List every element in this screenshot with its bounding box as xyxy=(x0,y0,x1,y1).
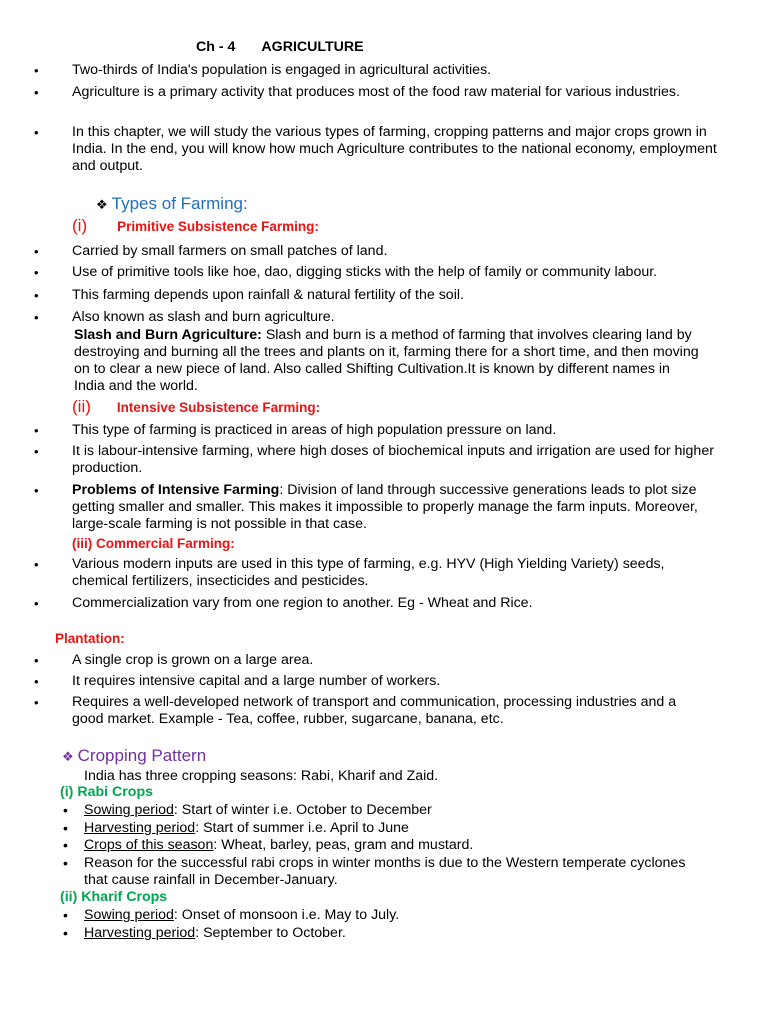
bullet-icon: • xyxy=(63,820,68,836)
list-item: Carried by small farmers on small patches of land. xyxy=(72,243,388,259)
types-heading: ❖ Types of Farming: xyxy=(96,194,248,213)
cropping-intro: India has three cropping seasons: Rabi, Kharif and Zaid. xyxy=(84,768,439,784)
bullet-icon: • xyxy=(34,596,39,611)
problems-paragraph: Problems of Intensive Farming: Division of land through successive generations leads to plot size getting smaller and smaller. This makes it impossible to properly manage the farm inputs. Moreover, large-scale farming is not possible in that case. xyxy=(72,482,698,532)
intensive-heading: (ii) Intensive Subsistence Farming: xyxy=(72,397,321,416)
list-item: Reason for the successful rabi crops in winter months is due to the Western temperate cyclones that cause rainfall in December-January. xyxy=(84,855,686,888)
commercial-heading: (iii) Commercial Farming: xyxy=(72,536,235,551)
bullet-icon: • xyxy=(34,265,39,280)
list-item: A single crop is grown on a large area. xyxy=(72,652,314,668)
bullet-icon: • xyxy=(34,244,39,259)
intro-point: Two-thirds of India's population is engaged in agricultural activities. xyxy=(72,62,492,78)
rabi-heading: (i) Rabi Crops xyxy=(60,784,154,800)
diamond-bullet-icon: ❖ xyxy=(96,197,108,212)
list-item: Commercialization vary from one region to another. Eg - Wheat and Rice. xyxy=(72,595,533,611)
list-item: Use of primitive tools like hoe, dao, digging sticks with the help of family or community labour. xyxy=(72,264,658,280)
list-item: Sowing period: Start of winter i.e. October to December xyxy=(84,802,432,818)
list-item: It is labour-intensive farming, where high doses of biochemical inputs and irrigation are used for higher production. xyxy=(72,443,714,476)
bullet-icon: • xyxy=(63,855,68,871)
bullet-icon: • xyxy=(34,423,39,438)
list-item: Crops of this season: Wheat, barley, peas, gram and mustard. xyxy=(84,837,474,853)
cropping-heading: ❖ Cropping Pattern xyxy=(62,746,207,765)
list-item: This farming depends upon rainfall & natural fertility of the soil. xyxy=(72,287,464,303)
bullet-icon: • xyxy=(34,288,39,303)
chapter-title xyxy=(196,39,364,56)
bullet-icon: • xyxy=(34,557,39,572)
diamond-bullet-icon: ❖ xyxy=(62,749,74,764)
kharif-heading: (ii) Kharif Crops xyxy=(60,889,168,905)
intro-point: In this chapter, we will study the various types of farming, cropping patterns and major crops grown in India. In the end, you will know how much Agriculture contributes to the national economy, employment and output. xyxy=(72,124,717,174)
bullet-icon: • xyxy=(34,444,39,459)
bullet-icon: • xyxy=(34,63,39,78)
primitive-heading: (i) Primitive Subsistence Farming: xyxy=(72,216,319,235)
bullet-icon: • xyxy=(34,695,39,710)
bullet-icon: • xyxy=(34,85,39,100)
bullet-icon: • xyxy=(63,907,68,923)
bullet-icon: • xyxy=(63,837,68,853)
plantation-heading: Plantation: xyxy=(55,631,125,646)
bullet-icon: • xyxy=(34,125,39,140)
list-item: Various modern inputs are used in this type of farming, e.g. HYV (High Yielding Variety) seeds, chemical fertilizers, insecticides and pesticides. xyxy=(72,556,665,589)
list-item: Sowing period: Onset of monsoon i.e. May to July. xyxy=(84,907,400,923)
chapter-number: Ch - 4 xyxy=(196,39,236,55)
list-item: Harvesting period: Start of summer i.e. April to June xyxy=(84,820,409,836)
list-item: It requires intensive capital and a large number of workers. xyxy=(72,673,441,689)
bullet-icon: • xyxy=(34,483,39,498)
list-item: This type of farming is practiced in areas of high population pressure on land. xyxy=(72,422,557,438)
bullet-icon: • xyxy=(63,925,68,941)
list-item: Requires a well-developed network of transport and communication, processing industries and a good market. Example - Tea, coffee, rubber, sugarcane, banana, etc. xyxy=(72,694,677,727)
intro-point: Agriculture is a primary activity that produces most of the food raw material for various industries. xyxy=(72,84,680,100)
bullet-icon: • xyxy=(34,310,39,325)
bullet-icon: • xyxy=(63,802,68,818)
slash-burn-paragraph: Slash and Burn Agriculture: Slash and burn is a method of farming that involves clearing land by destroying and burning all the trees and plants on it, farming there for a short time, and then moving on to clear a new piece of land. Also called Shifting Cultivation.It is known by different names in India and the world. xyxy=(74,327,699,394)
bullet-icon: • xyxy=(34,653,39,668)
list-item: Harvesting period: September to October. xyxy=(84,925,346,941)
chapter-name: AGRICULTURE xyxy=(261,39,364,55)
bullet-icon: • xyxy=(34,674,39,689)
list-item: Also known as slash and burn agriculture. xyxy=(72,309,335,325)
